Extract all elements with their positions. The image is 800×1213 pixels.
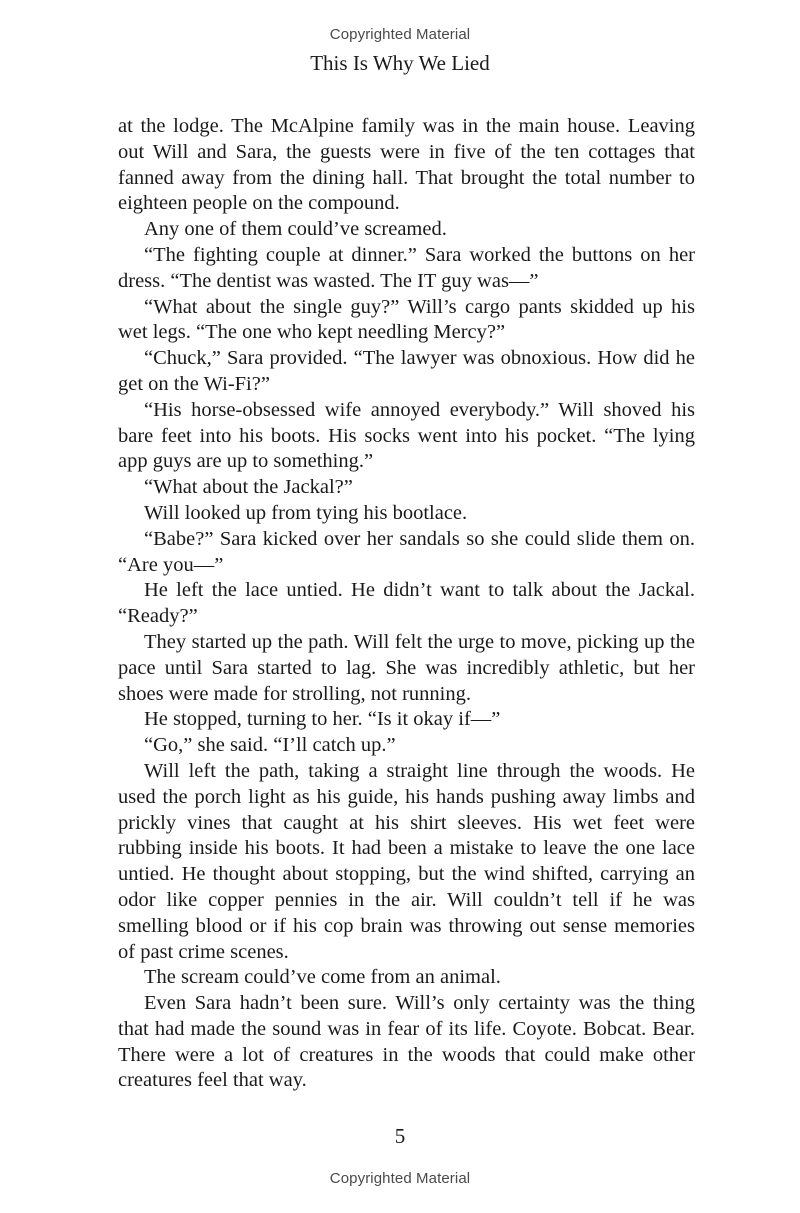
paragraph: He stopped, turning to her. “Is it okay if—”	[144, 708, 501, 731]
paragraph: “His horse-obsessed wife annoyed everybody.” Will shoved his bare feet into his boots. His socks went into his pocket. “The lying app guys are up to something.”	[118, 398, 695, 473]
paragraph: Even Sara hadn’t been sure. Will’s only certainty was the thing that had made the sound was in fear of its life. Coyote. Bobcat. Bear. There were a lot of creatures in the woods that could make other creatures feel that way.	[118, 992, 695, 1092]
paragraph: “The fighting couple at dinner.” Sara worked the buttons on her dress. “The dentist was wasted. The IT guy was—”	[118, 243, 695, 292]
paragraph: at the lodge. The McAlpine family was in the main house. Leaving out Will and Sara, the guests were in five of the ten cottages that fanned away from the dining hall. That brought the total number to eighteen people on the compound.	[118, 115, 695, 215]
body-text	[118, 114, 695, 1094]
paragraph: Will looked up from tying his bootlace.	[144, 501, 468, 524]
copyright-watermark-bottom: Copyrighted Material	[329, 1170, 471, 1187]
copyright-watermark-top: Copyrighted Material	[329, 26, 471, 43]
paragraph: The scream could’ve come from an animal.	[144, 966, 501, 989]
running-head-title: This Is Why We Lied	[310, 51, 490, 75]
paragraph: “Go,” she said. “I’ll catch up.”	[144, 734, 396, 757]
paragraph: He left the lace untied. He didn’t want to talk about the Jackal. “Ready?”	[118, 579, 695, 628]
paragraph: They started up the path. Will felt the urge to move, picking up the pace until Sara started to lag. She was incredibly athletic, but her shoes were made for strolling, not running.	[118, 630, 695, 705]
page-number: 5	[394, 1124, 406, 1148]
paragraph: “Babe?” Sara kicked over her sandals so she could slide them on. “Are you—”	[118, 527, 695, 576]
paragraph: “What about the single guy?” Will’s cargo pants skidded up his wet legs. “The one who kept needling Mercy?”	[118, 295, 695, 344]
paragraph: Any one of them could’ve screamed.	[144, 218, 447, 241]
paragraph: “What about the Jackal?”	[144, 476, 353, 499]
paragraph: “Chuck,” Sara provided. “The lawyer was obnoxious. How did he get on the Wi-Fi?”	[118, 347, 695, 395]
paragraph: Will left the path, taking a straight line through the woods. He used the porch light as his guide, his hands pushing away limbs and prickly vines that caught at his shirt sleeves. His wet feet were rubbing inside his boots. It had been a mistake to leave the one lace untied. He thought about stopping, but the wind shifted, carrying an odor like copper pennies in the air. Will couldn’t tell if he was smelling blood or if his cop brain was throwing out sense memories of past crime scenes.	[118, 759, 695, 963]
